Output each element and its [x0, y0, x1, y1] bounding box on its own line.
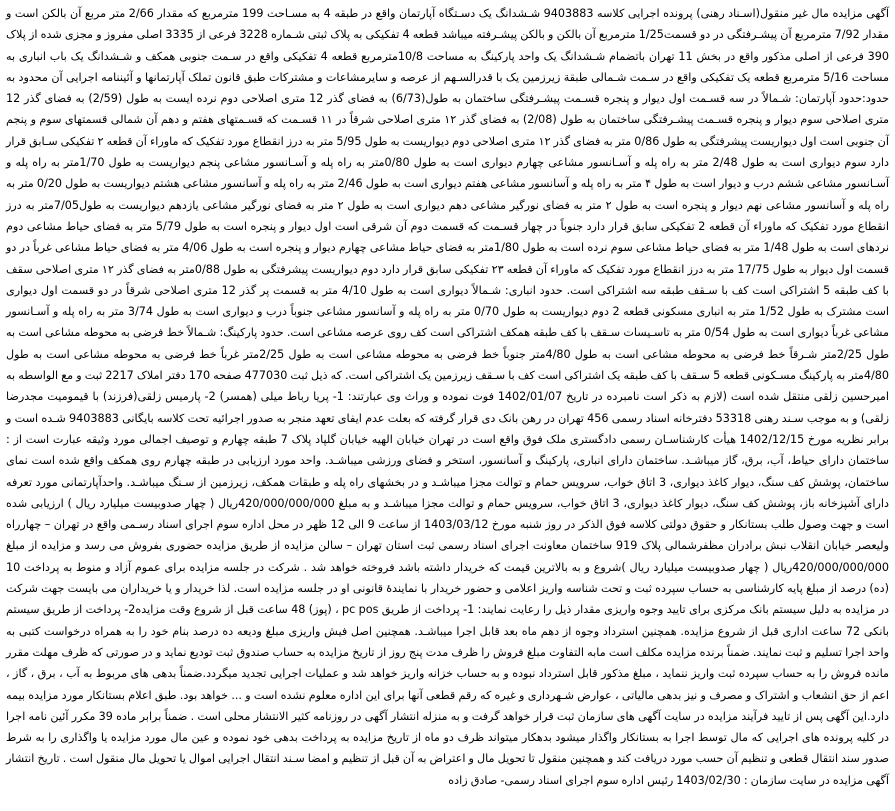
auction-notice-body: آگهی مزایده مال غیر منقول(اسـناد رهنی) پرونده اجرایی کلاسه 9403883 شـشدانگ یک دسـتگاه آپارتمان واقع در طبقه 4 به مسـاحت 199 مترمربع که مقدار 2/66 متر مربع آن بالکن است و مقدار 7/92 مترمربع آن پیشـرفتگی در دو قسمت1/25 مترمربع آن بالکن و بالکن پیشـرفته میباشد قطعه 4 تفکیکی به پلاک ثبتی شـماره 3228 فرعی از 3335 اصلی مفروز و مجزی شده از پلاک 390 فرعی از اصلی مذکور واقع در بخش 11 تهران باتضمام شـشدانگ یک واحد پارکینگ به مساحت 10/8مترمربع قطعه 4 تفکیکی واقع در سـمت جنوبی همکف و شـشدانگ یک باب انباری به مساحت 5/16 مترمربع قطعه یک تفکیکی واقع در سـمت شـمالی طبقة زیرزمین یک با قدرالسـهم از عرصه و سایرمشاعات و مشترکات طبق قانون تملک آپارتمانها و آئیننامه اجرایی آن محدود به حدود:حدود آپارتمان: شـمالاً در سه قسـمت اول دیوار و پنجره قسـمت پیشـرفتگی ساختمان به طول(6/73) به فضای گذر 12 متری اصلاحی دوم نرده ایست به طول (2/59) به فضای گذر 12 متری اصلاحی سوم دیوار و پنجره قسـمت پیشـرفتگی ساختمان به طول (2/08) به فضای گذر ۱۲ متری اصلاحی شرقاً در ۱۱ قسـمت که قسـمتهای هفتم و دهم آن شمالی قسمتهای سوم و پنجم آن جنوبی است اول دیواریست پیشرفتگی به طول 0/86 متر به فضای گذر ۱۲ متری اصلاحی دوم دیواریست به طول 5/95 متر به درز انقطاع مورد تفکیک که ماوراء آن قطعه ۲ تفکیکی سـابق قرار دارد سوم دیواری است به طول 2/48 متر به راه پله و آسـانسور مشاعی چهارم دیواری است به طول 0/80متر به راه پله و آسـانسور مشاعی پنجم دیواریست به طول 1/70متر به راه پله و آسـانسور مشاعی ششم درب و دیوار است به طول ۴ متر به راه پله و آسانسور مشاعی هفتم دیواری است به طول 2/46 متر به راه پله و آسانسور مشاعی هشتم دیواریست به طول 0/20 متر به راه پله و آسانسور مشاعی نهم دیوار و پنجره است به طول ۲ متر به فضای نورگیر مشاعی دهم دیواری است به طول ۲ متر به فضای نورگیر مشاعی یازدهم دیواریست به طول7/05متر به درز انقطاع مورد تفکیک که ماوراء آن قطعه 2 تفکیکی سابق قرار دارد جنوباً در چهار قسـمت که قسمت دوم آن شرقی است اول دیوار و پنجره است به طول 5/79 متر به فضای حیاط مشاعی دوم نردهای است به طول 1/48 متر به فضای حیاط مشاعی سوم نرده است به طول 1/80متر به فضای حیاط مشاعی چهارم دیوار و پنجره است به طول 4/06 متر به فضای حیاط مشاعی غرباً در دو قسمت اول دیوار به طول 17/75 متر به درز انقطاع مورد تفکیک که ماوراء آن قطعه ۲۳ تفکیکی سابق قرار دارد دوم دیواریست پیشرفتگی به طول 0/88متر به فضای گذر ۱۲ متری اصلاحی سقف با کف طبقه 5 اشتراکی است کف با سـقف طبقه سه اشتراکی است. حدود انباری: شـمالاً دیواری است به طول 4/10 متر به قسمت پر گذر 12 متری اصلاحی شرقاً در دو قسمت اول دیواری است مشترک به طول 1/52 متر به انباری مسکونی قطعه 2 دوم دیواریست به طول 0/70 متر به راه پله و آسانسور مشاعی جنوباً درب و دیواری است به طول 3/74 متر به راه پله و آسـانسور مشاعی غرباً دیواری است به طول 0/54 متر به تاسـیسات سـقف با کف طبقه همکف اشتراکی است کف روی عرصه مشاعی است. حدود پارکینگ: شـمالاً خط فرضی به محوطه مشاعی است به طول 2/25متر شـرقاً خط فرضی به محوطه مشاعی است به طول 4/80متر جنوباً خط فرضی به محوطه مشاعی است به طول 2/25متر غرباً خط فرضی به محوطه مشاعی است به طول 4/80متر به پارکینگ مسـکونی قطعه 5 سـقف با کف طبقه یک اشتراکی است کف با سـقف زیرزمین یک اشتراکی است. که ذیل ثبت 477030 صفحه 170 دفتر املاک 2217 ثبت و مع الواسطه به امیرحسین زلقی منتقل شده است (لازم به ذکر است نامبرده در تاریخ 1402/01/07 فوت نموده و وراث وی عبارتند: 1- پریا رباط میلی (همسر) 2- پارمیس زلقی(فرزند) با قیمومیت مجدرضا زلقی) و به موجب سـند رهنی 53318 دفترخانه اسناد رسمی 456 تهران در رهن بانک دی قرار گرفته که بعلت عدم ایفای تعهد منجر به صدور اجرائیه تحت کلاسه بایگانی 9403883 شـده است و برابر نظریه مورخ 1402/12/15 هیأت کارشناسـان رسمی دادگستری ملک فوق واقع است در تهران خیابان الهیه خیابان گلپاد پلاک 7 طبقه چهارم و توصیف اجمالی مورد وثیقه عبارت است از : ساختمان دارای حیاط، آب، برق، گاز میباشـد. ساختمان دارای انباری، پارکینگ و آسانسور، استخر و فضای ورزشی میباشـد. واحد مورد ارزیابی در طبقه چهارم روی همکف واقع شده است نمای ساختمان، پوشش کف سنگ، دیوار کاغذ دیواری، 3 اتاق خواب، سرویس حمام و توالت مجزا میباشـد و در بخشهای راه پله و طبقات همکف، زیرزمین از سـنگ میباشـد. واحدآپارتمانی مورد تعرفه دارای آشپزخانه باز، پوشش کف سنگ، دیوار کاغذ دیواری، 3 اتاق خواب، سرویس حمام و توالت مجزا میباشـد و به مبلغ 420/000/000/000ریال ( چهار صدوبیست میلیارد ریال ) ارزیابی شده است و جهت وصول طلب بستانکار و حقوق دولتی کلاسه فوق الذکر در روز شنبه مورخ 1403/03/12 از ساعت 9 الی 12 ظهر در محل اداره سوم اجرای اسناد رسـمی واقع در تهران – چهارراه ولیعصر خیابان انقلاب نبش برادران مظفرشمالی پلاک 919 ساختمان معاونت اجرای اسناد رسمی ثبت استان تهران – سالن مزایده از طریق مزایده حضوری بفروش می رسد و مزایده از مبلغ 420/000/000/000ریال ( چهار صدوبیست میلیارد ریال )شروع و به بالاترین قیمت که خریدار داشته باشد فروخته خواهد شد . شرکت در جلسه مزایده برای عموم آزاد و منوط به پرداخت 10 (ده) درصد از مبلغ پایه کارشناسی به حساب سپرده ثبت و تحت شناسه واریز اعلامی و حضور خریدار با نمایندهٔ قانونی او در جلسه مزایده است. لذا خریدار و یا خریداران می بایست جهت شرکت در مزایده به دلیل سیستم بانک مرکزی برای تایید وجوه واریزی مقدار ذیل را رعایت نمایند: 1- پرداخت از طریق pc pos ، (پوز) 48 ساعت قبل از شروع وقت مزایده2- پرداخت از طریق سیستم بانکی 72 ساعت اداری قبل از شروع مزایده. همچنین استرداد وجوه از دهم ماه بعد قابل اجرا میباشـد. همچنین اصل فیش واریزی مبلغ ودیعه ده درصد بنام خود را به همراه درخواست کتبی به واحد اجرا تسلیم و ثبت نمایند. ضمناً برنده مزایده مکلف است مابه التفاوت مبلغ فروش را ظرف مدت پنج روز از تاریخ مزایده به حساب صندوق ثبت تودیع نماید و در صورتی که ظرف مهلت مقرر مانده فروش را به حساب سپرده ثبت واریز ننماید ، مبلغ مذکور قابل استرداد نبوده و به حساب خزانه واریز خواهد شد و عملیات اجرایی تجدید میگردد.ضمناً بدهی های مربوط به آب ، برق ، گاز ، اعم از حق انشعاب و اشتراک و مصرف و نیز بدهی مالیاتی ، عوارض شـهرداری و غیره که رقم قطعی آنها برای این اداره معلوم نشده است و ... خواهد بود. طبق اعلام بستانکار مورد مزایده بیمه دارد.این آگهی پس از تایید فرآیند مزایده در سایت آگهی های سازمان ثبت قرار خواهد گرفت و به منزله انتشار آگهی در روزنامه کثیر الانتشار محلی است . ضمناً برابر ماده 39 مکرر آئین نامه اجرا در کلیه پرونده های اجرایی که مال توسط اجرا به بستانکار واگذار میشود بدهکار میتواند ظرف دو ماه از تاریخ مزایده به پرداخت بدهی خود نموده و عین مال مورد مزایده یا واگذاری را به شرط صدور سند انتقال قطعی و تنظیم آن حسب مورد دریافت کند و همچنین منقول تا تحویل مال و اعتراض به آن قبل از تنظیم و امضا سـند انتقال اجرایی اموال یا تحویل مال منقول است . تاریخ انتشار آگهی مزایده در سایت سازمان : 1403/02/30 رئیس اداره سوم اجرای اسناد رسمی- صادق زاده	[5, 7, 890, 787]
